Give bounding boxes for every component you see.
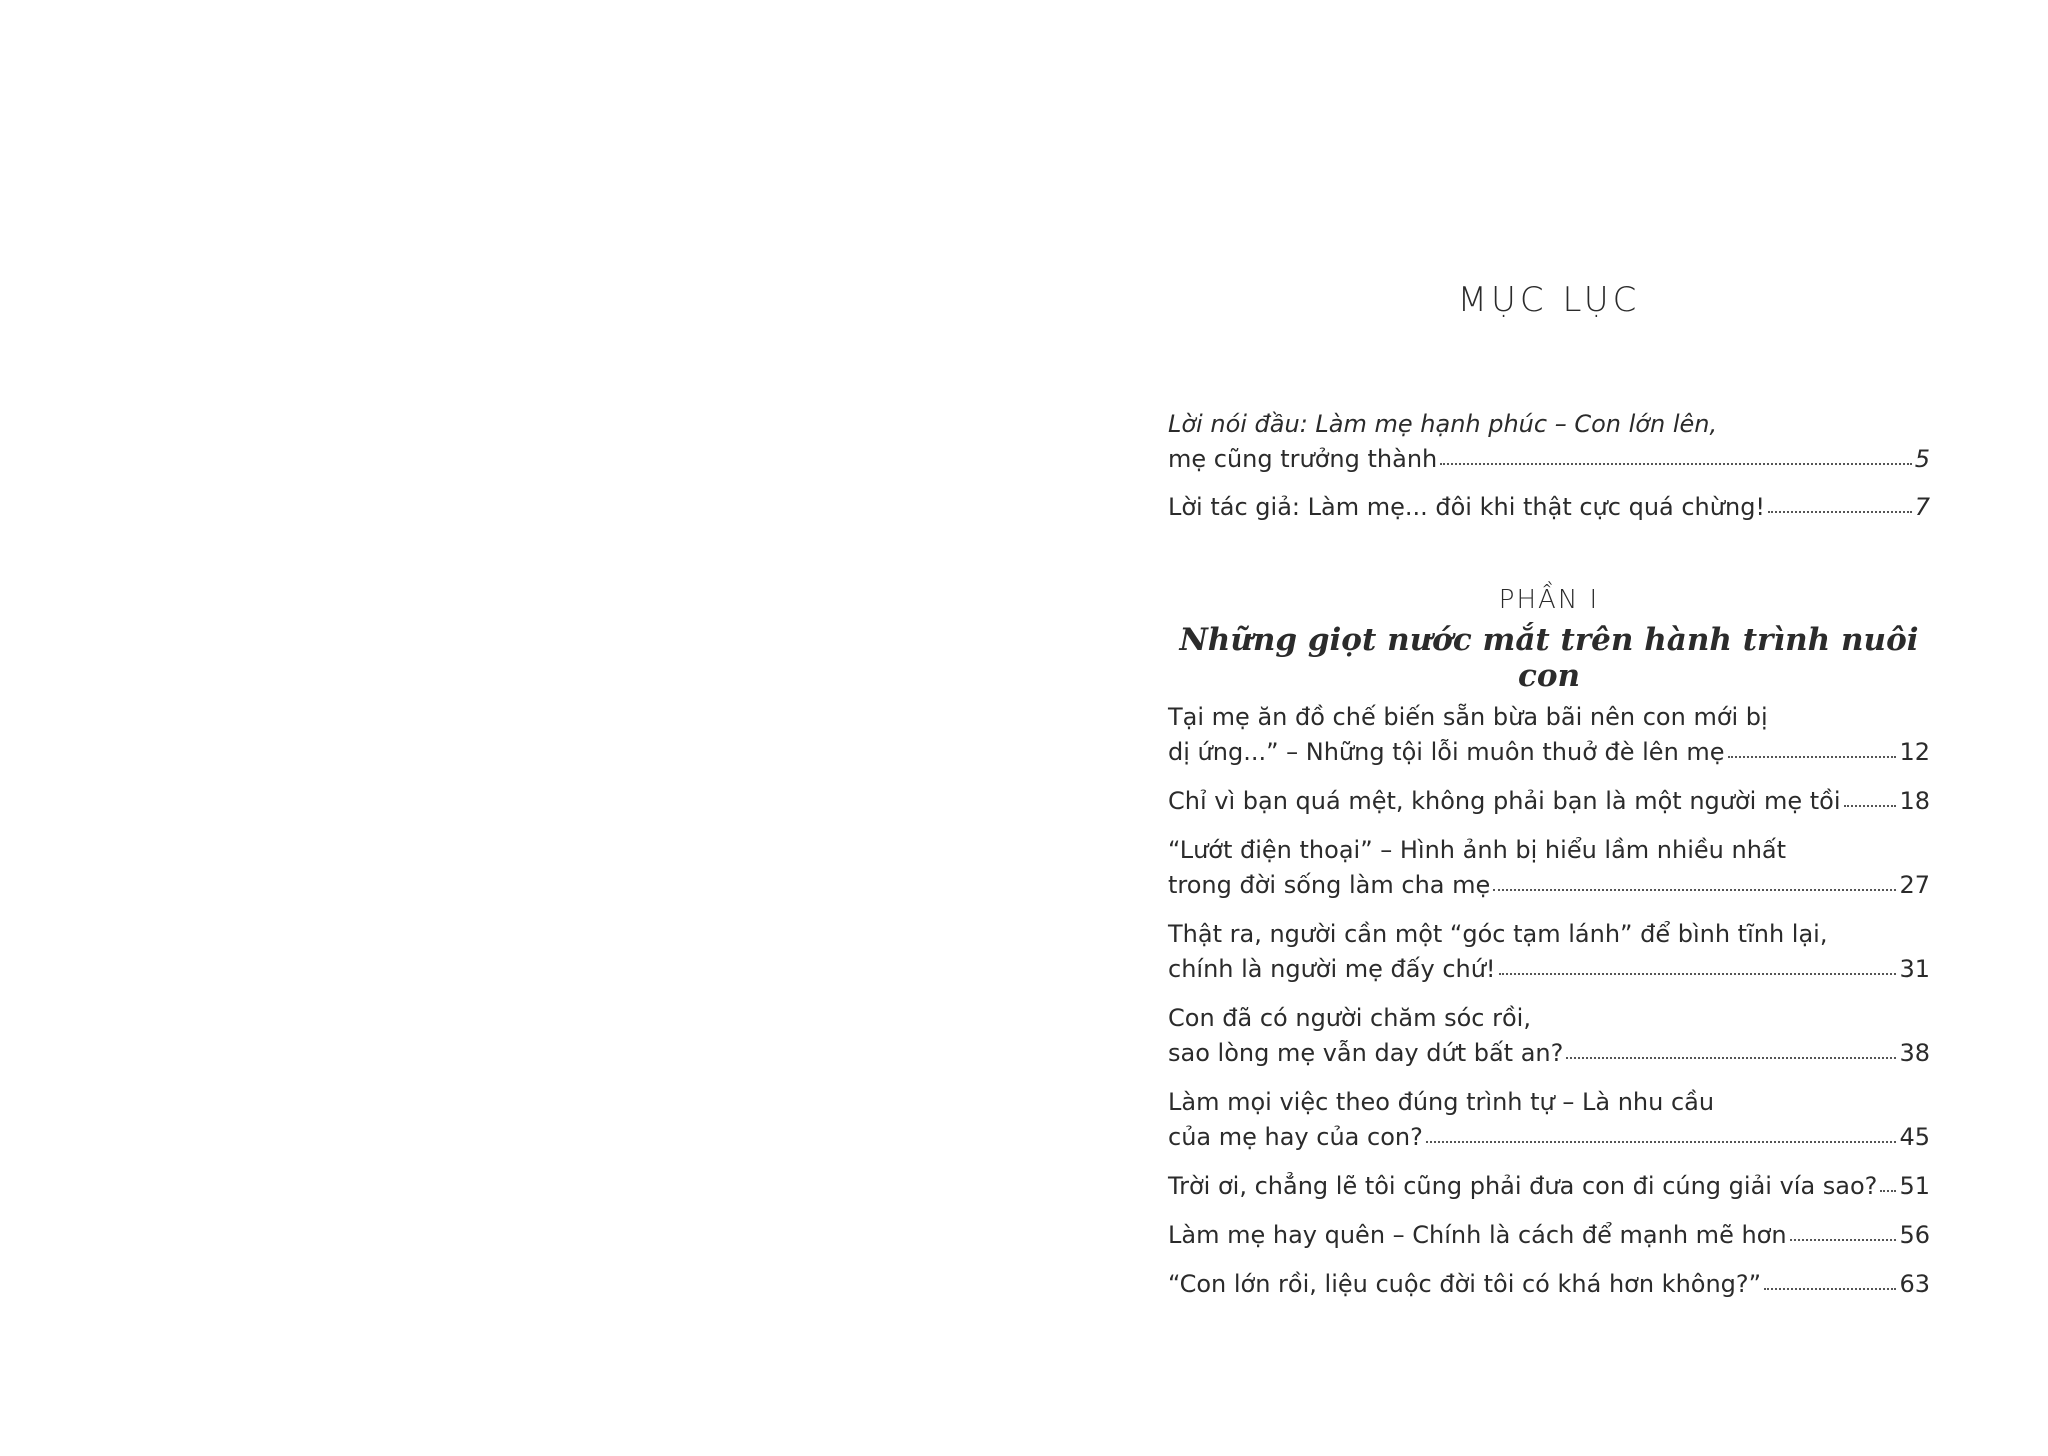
entry-last-line [1168,1036,1930,1071]
part-title: Những giọt nước mắt trên hành trình nuôi con [1179,622,1919,694]
chapter-entries [1168,700,1930,1316]
page-number: 63 [1899,1270,1930,1298]
page-number: 27 [1899,871,1930,899]
entry-line-2: Làm mẹ hay quên – Chính là cách để mạnh mẽ hơn [1168,1221,1787,1249]
intro-entries [1168,407,1930,538]
toc-entry [1168,490,1930,525]
entry-line-2: Lời tác giả: Làm mẹ... đôi khi thật cực quá chừng! [1168,493,1766,521]
dot-leader [1499,973,1897,975]
entry-line-2: sao lòng mẹ vẫn day dứt bất an? [1168,1039,1564,1067]
page-number: 7 [1914,493,1930,521]
entry-line-2: chính là người mẹ đấy chứ! [1168,955,1496,983]
dot-leader [1728,756,1897,758]
entry-line-2: “Con lớn rồi, liệu cuộc đời tôi có khá hơn không?” [1168,1270,1762,1298]
toc-title: MỤC LỤC [1457,280,1641,320]
entry-last-line [1168,952,1930,987]
entry-line-1: “Lướt điện thoại” – Hình ảnh bị hiểu lầm nhiều nhất [1168,836,1787,864]
toc-entry [1168,1218,1930,1253]
entry-line-1: Thật ra, người cần một “góc tạm lánh” để bình tĩnh lại, [1168,920,1828,948]
entry-line-1: Làm mọi việc theo đúng trình tự – Là nhu cầu [1168,1088,1715,1116]
dot-leader [1880,1190,1896,1192]
entry-line-1: Con đã có người chăm sóc rồi, [1168,1004,1531,1032]
entry-last-line [1168,735,1930,770]
entry-last-line [1168,1218,1930,1253]
dot-leader [1566,1057,1896,1059]
toc-entry [1168,784,1930,819]
toc-entry [1168,407,1930,477]
page-number: 45 [1899,1123,1930,1151]
entry-line-1: Tại mẹ ăn đồ chế biến sẵn bừa bãi nên con mới bị [1168,703,1768,731]
toc-entry [1168,1267,1930,1302]
toc-entry [1168,1001,1930,1071]
page-number: 5 [1914,445,1930,473]
page-number: 31 [1899,955,1930,983]
entry-line-2: mẹ cũng trưởng thành [1168,445,1438,473]
toc-entry [1168,917,1930,987]
entry-last-line [1168,1120,1930,1155]
page-number: 38 [1899,1039,1930,1067]
entry-last-line [1168,442,1930,477]
entry-last-line [1168,490,1930,525]
page-number: 51 [1899,1172,1930,1200]
toc-entry [1168,833,1930,903]
entry-last-line [1168,1267,1930,1302]
entry-line-1: Lời nói đầu: Làm mẹ hạnh phúc – Con lớn lên, [1168,410,1718,438]
dot-leader [1790,1239,1897,1241]
page-number: 56 [1899,1221,1930,1249]
entry-last-line [1168,868,1930,903]
entry-line-2: trong đời sống làm cha mẹ [1168,871,1491,899]
entry-line-2: của mẹ hay của con? [1168,1123,1423,1151]
dot-leader [1768,511,1912,513]
part-label: PHẦN I [1498,585,1600,615]
dot-leader [1493,889,1896,891]
entry-last-line [1168,784,1930,819]
entry-last-line [1168,1169,1930,1204]
toc-entry [1168,1169,1930,1204]
dot-leader [1440,463,1911,465]
toc-entry [1168,700,1930,770]
dot-leader [1764,1288,1896,1290]
entry-line-2: Chỉ vì bạn quá mệt, không phải bạn là một người mẹ tồi [1168,787,1841,815]
dot-leader [1426,1141,1897,1143]
entry-line-2: Trời ơi, chẳng lẽ tôi cũng phải đưa con đi cúng giải vía sao? [1168,1172,1878,1200]
dot-leader [1844,805,1897,807]
entry-line-2: dị ứng...” – Những tội lỗi muôn thuở đè lên mẹ [1168,738,1725,766]
toc-entry [1168,1085,1930,1155]
page-number: 12 [1899,738,1930,766]
page-number: 18 [1899,787,1930,815]
